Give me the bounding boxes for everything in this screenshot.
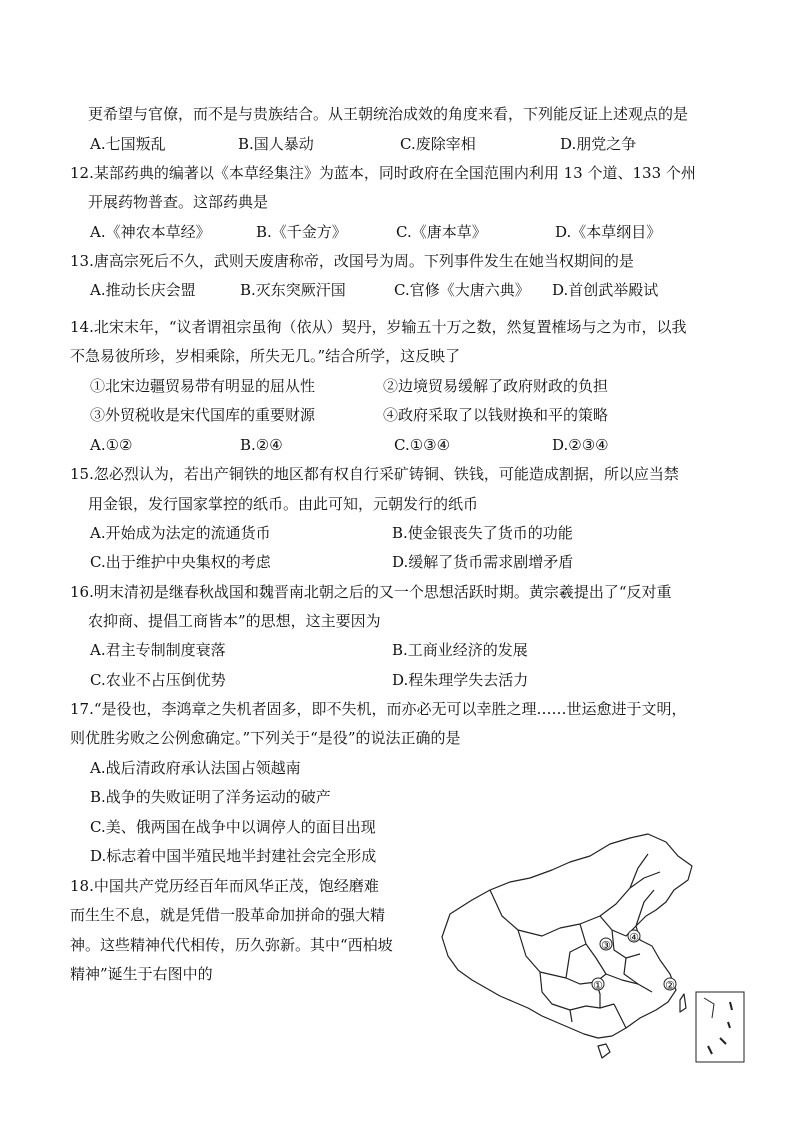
q18-stem-line2: 而生生不息，就是凭借一股革命加拼命的强大精: [70, 906, 386, 924]
q14-option-a[interactable]: A.①②: [90, 436, 133, 454]
q16-option-c[interactable]: C.农业不占压倒优势: [90, 671, 226, 689]
q18-stem-line4: 精神”诞生于右图中的: [70, 965, 213, 983]
q15-option-a[interactable]: A.开始成为法定的流通货币: [90, 524, 271, 542]
q16-stem-line1: 16.明末清初是继春秋战国和魏晋南北朝之后的又一个思想活跃时期。黄宗羲提出了“反对重: [70, 583, 672, 601]
q11-stem-tail: 更希望与官僚，而不是与贵族结合。从王朝统治成效的角度来看，下列能反证上述观点的是: [88, 105, 689, 123]
q14-stem-line2: 不急易彼所珍，岁相乘除，所失无几。”结合所学，这反映了: [70, 347, 461, 365]
map-marker-1-label: ①: [593, 979, 603, 992]
q13-option-a[interactable]: A.推动长庆会盟: [90, 281, 196, 299]
q13-stem-line1: 13.唐高宗死后不久，武则天废唐称帝，改国号为周。下列事件发生在她当权期间的是: [70, 252, 634, 270]
q11-option-b[interactable]: B.国人暴动: [238, 135, 314, 153]
q16-option-b[interactable]: B.工商业经济的发展: [392, 641, 528, 659]
q13-option-d[interactable]: D.首创武举殿试: [552, 281, 659, 299]
q11-option-c[interactable]: C.废除宰相: [400, 135, 476, 153]
map-marker-2-label: ②: [665, 979, 675, 992]
q17-option-b[interactable]: B.战争的失败证明了洋务运动的破产: [90, 788, 331, 806]
map-marker-4-label: ④: [629, 931, 639, 944]
q12-option-d[interactable]: D.《本草纲目》: [555, 223, 662, 241]
q14-item-4: ④政府采取了以钱财换和平的策略: [383, 406, 609, 424]
q12-option-b[interactable]: B.《千金方》: [256, 223, 347, 241]
q12-option-a[interactable]: A.《神农本草经》: [90, 223, 211, 241]
q13-option-c[interactable]: C.官修《大唐六典》: [394, 281, 530, 299]
q12-stem-line2: 开展药物普查。这部药典是: [88, 193, 269, 211]
q17-option-a[interactable]: A.战后清政府承认法国占领越南: [90, 759, 301, 777]
q17-option-c[interactable]: C.美、俄两国在战争中以调停人的面目出现: [90, 818, 376, 836]
map-marker-3-label: ③: [601, 939, 611, 952]
q17-stem-line2: 则优胜劣败之公例愈确定。”下列关于“是役”的说法正确的是: [70, 729, 461, 747]
q16-option-d[interactable]: D.程朱理学失去活力: [392, 671, 529, 689]
q14-option-d[interactable]: D.②③④: [552, 436, 609, 454]
q14-item-3: ③外贸税收是宋代国库的重要财源: [90, 406, 316, 424]
q12-stem-line1: 12.某部药典的编著以《本草经集注》为蓝本，同时政府在全国范围内利用 13 个道、133 个州: [70, 164, 696, 182]
q11-option-d[interactable]: D.朋党之争: [560, 135, 637, 153]
south-china-sea-inset: [696, 992, 744, 1062]
q18-stem-line3: 神。这些精神代代相传，历久弥新。其中“西柏坡: [70, 936, 393, 954]
q15-option-b[interactable]: B.使金银丧失了货币的功能: [392, 524, 573, 542]
q15-stem-line2: 用金银，发行国家掌控的纸币。由此可知，元朝发行的纸币: [88, 495, 479, 513]
q15-option-c[interactable]: C.出于维护中央集权的考虑: [90, 553, 271, 571]
q13-option-b[interactable]: B.灭东突厥汗国: [240, 281, 346, 299]
q14-option-c[interactable]: C.①③④: [394, 436, 451, 454]
q17-stem-line1: 17.“是役也，李鸿章之失机者固多，即不失机，而亦必无可以幸胜之理……世运愈进于文明，: [70, 700, 687, 718]
q15-stem-line1: 15.忽必烈认为，若出产铜铁的地区都有权自行采矿铸铜、铁钱，可能造成割据，所以应当禁: [70, 465, 679, 483]
q14-item-2: ②边境贸易缓解了政府财政的负担: [383, 377, 609, 395]
q15-option-d[interactable]: D.缓解了货币需求剧增矛盾: [392, 553, 574, 571]
q14-stem-line1: 14.北宋末年，“议者谓祖宗虽徇（依从）契丹，岁输五十万之数，然复置榷场与之为市，以我: [70, 318, 687, 336]
q16-stem-line2: 农抑商、提倡工商皆本”的思想，这主要因为: [88, 612, 381, 630]
q16-option-a[interactable]: A.君主专制制度衰落: [90, 641, 226, 659]
q11-option-a[interactable]: A.七国叛乱: [90, 135, 166, 153]
q14-item-1: ①北宋边疆贸易带有明显的屈从性: [90, 377, 316, 395]
q17-option-d[interactable]: D.标志着中国半殖民地半封建社会完全形成: [90, 847, 377, 865]
q12-option-c[interactable]: C.《唐本草》: [396, 223, 487, 241]
china-map-figure: [430, 832, 750, 1068]
q14-option-b[interactable]: B.②④: [240, 436, 283, 454]
q18-stem-line1: 18.中国共产党历经百年而风华正茂，饱经磨难: [70, 877, 379, 895]
